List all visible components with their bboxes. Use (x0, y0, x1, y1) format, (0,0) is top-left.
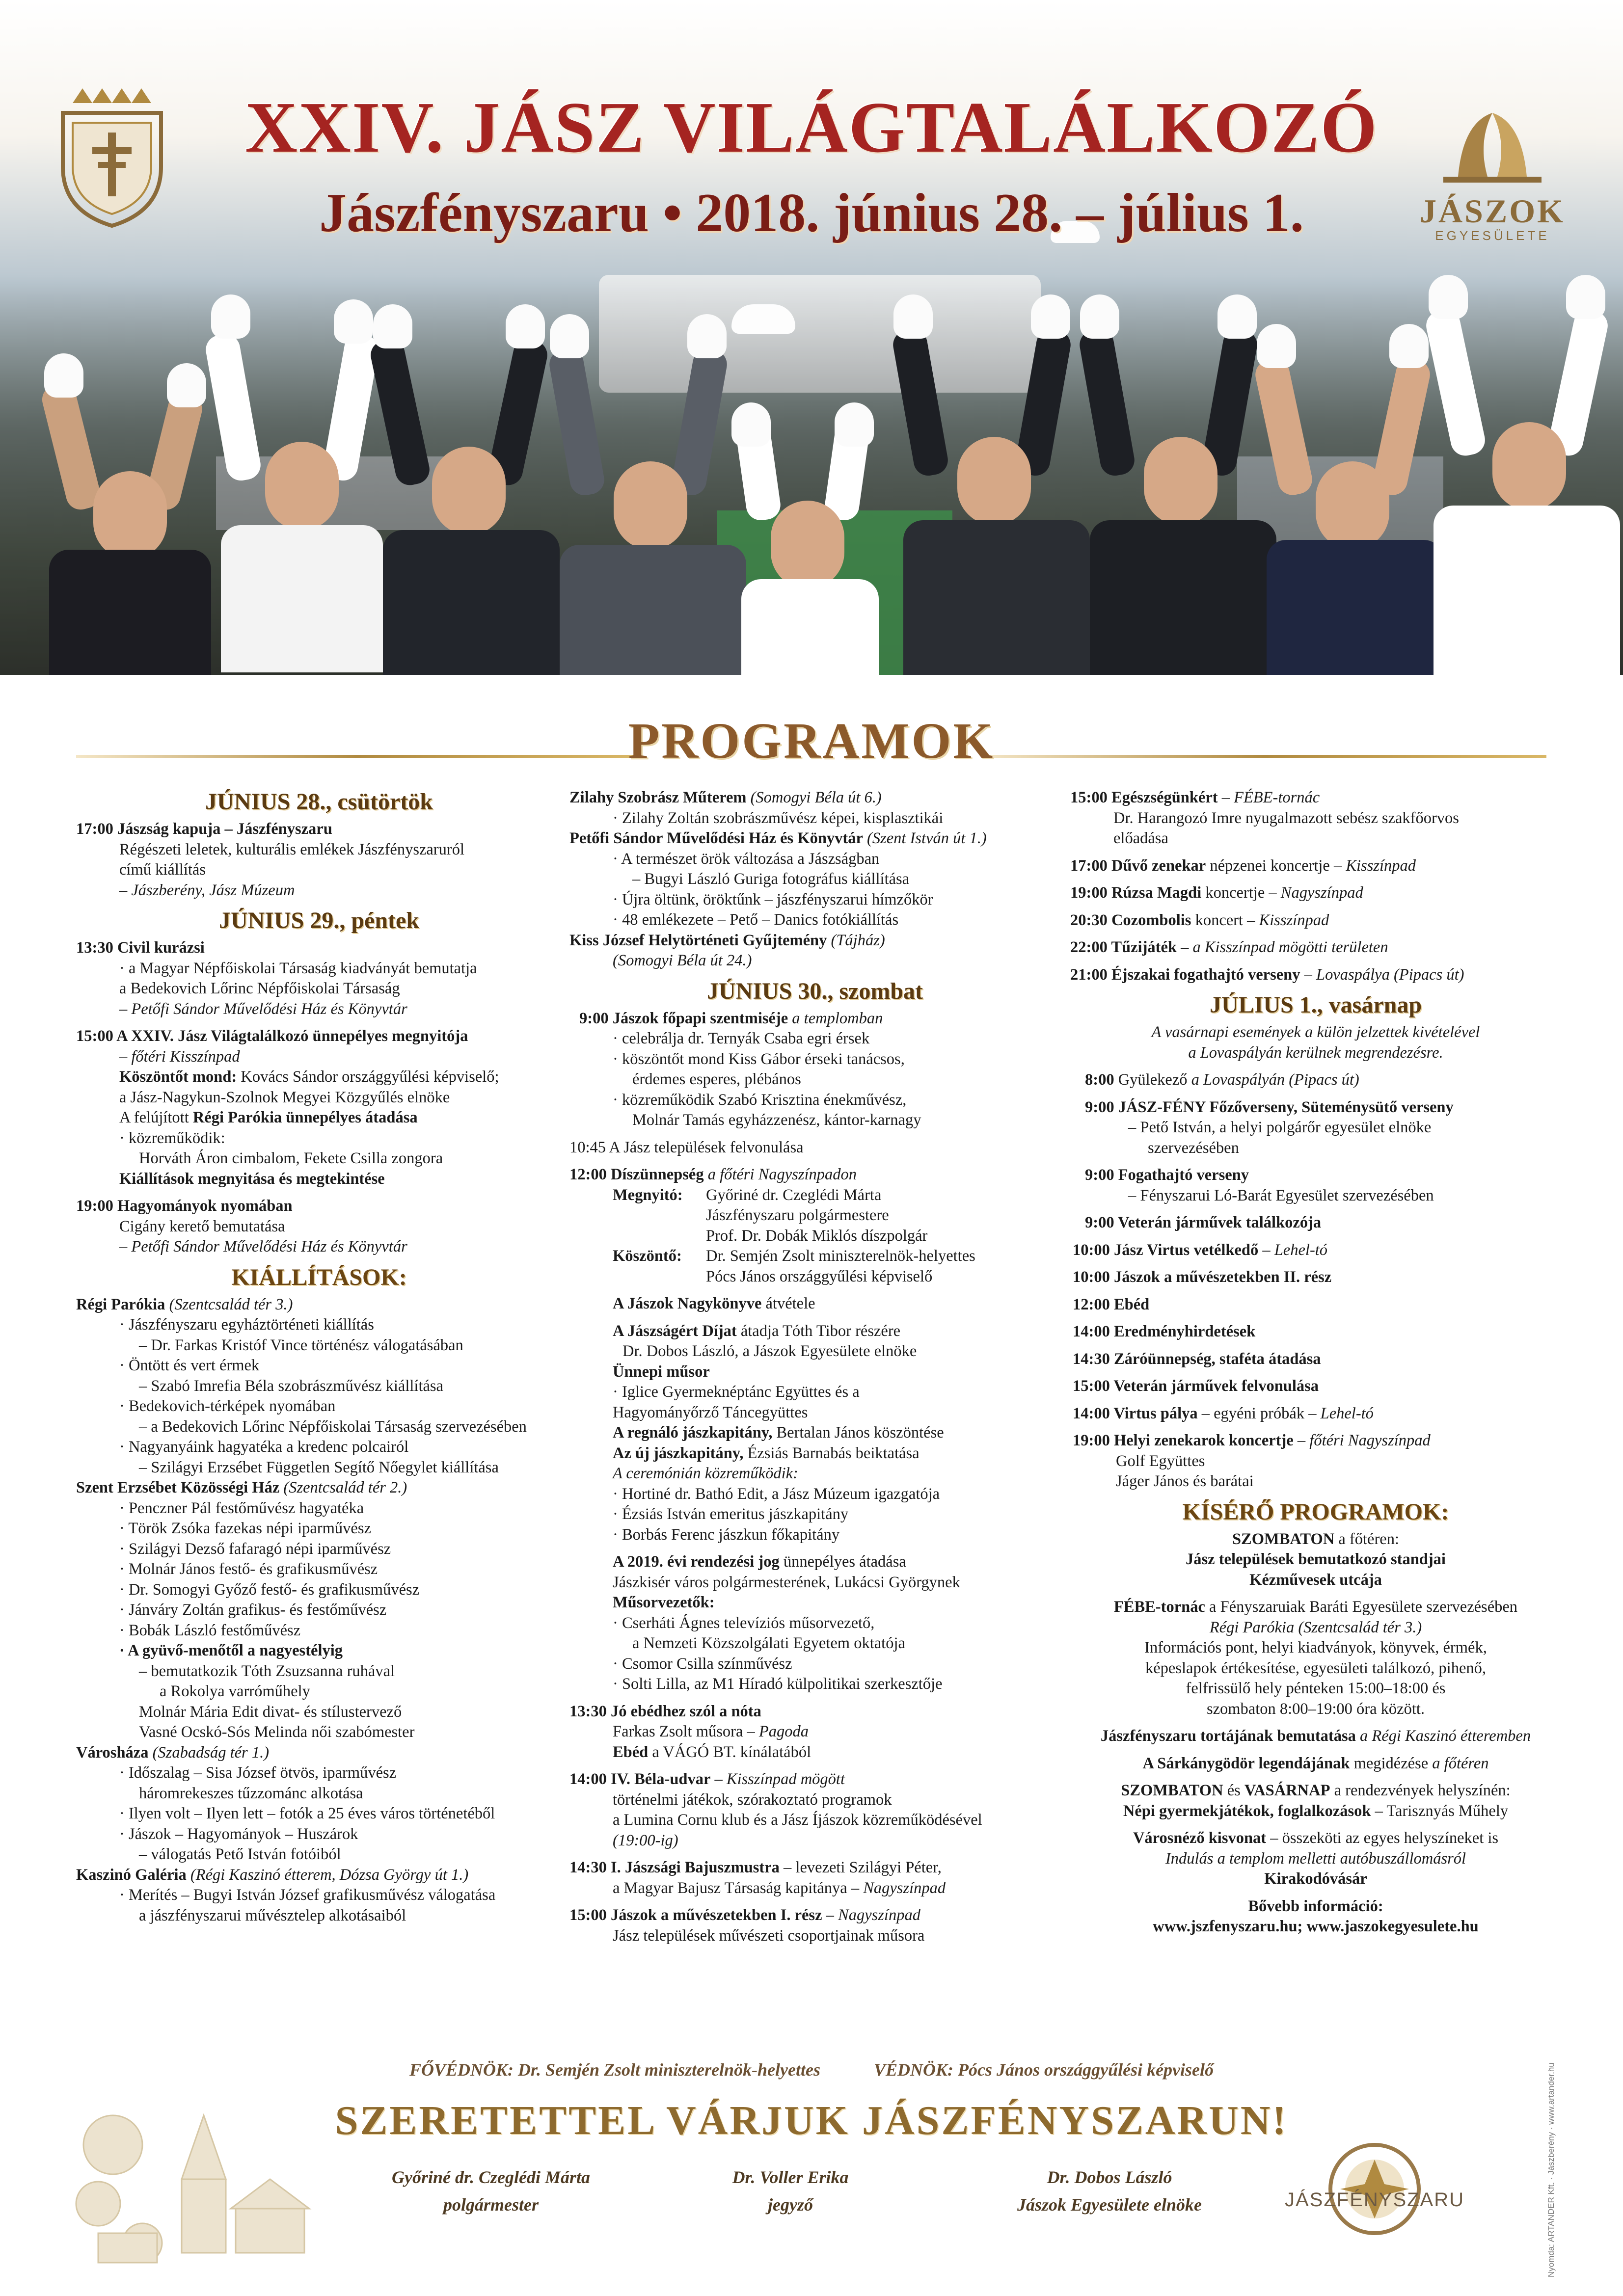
event-detail: történelmi játékok, szórakoztató programok (613, 1790, 892, 1809)
event-venue: – Nagyszínpad (822, 1906, 920, 1924)
exhibition-item: · A természet örök változása a Jászságban (613, 850, 880, 868)
event-detail: · közreműködik Szabó Krisztina énekművész, (613, 1091, 907, 1109)
welcome-message: SZERETETTEL VÁRJUK JÁSZFÉNYSZARUN! (335, 2098, 1288, 2143)
side-detail: a rendezvények helyszínén: (1330, 1782, 1511, 1799)
greeting-label: Köszöntő: (613, 1247, 682, 1265)
event-venue: Pagoda (758, 1723, 809, 1740)
venue-address: (Somogyi Béla út 24.) (613, 952, 752, 969)
program-column-3 (1070, 788, 1561, 1937)
venue-petofi (569, 828, 1060, 931)
event-highlight: Ebéd (613, 1743, 649, 1761)
event-venue: Lehel-tó (1320, 1404, 1374, 1422)
event-venue: a Lovaspályán (Pipacs út) (1191, 1071, 1359, 1089)
event-highlight: A 2019. évi rendezési jog (613, 1553, 780, 1571)
event-detail: Jász települések művészeti csoportjainak műsora (613, 1926, 925, 1945)
event-arts-1 (569, 1905, 1060, 1946)
signer-name: Dr. Dobos László (1047, 2167, 1172, 2187)
event-title: 13:30 Jó ebédhez szól a nóta (569, 1702, 761, 1720)
sunday-note: A vasárnapi események a külön jelzettek kivételével (1151, 1023, 1480, 1041)
event-venue: Nagyszínpad (1280, 884, 1363, 902)
greeting-speaker: Kovács Sándor országgyűlési képviselő; (237, 1068, 499, 1086)
event-detail: című kiállítás (119, 861, 206, 879)
signature-mayor (344, 2163, 638, 2218)
event-detail: érdemes esperes, plébános (632, 1070, 801, 1088)
event-venue: – főtéri Nagyszínpad (1293, 1432, 1431, 1449)
event-detail: – egyéni próbák – (1197, 1404, 1321, 1422)
event-venue: Nagyszínpad (863, 1879, 946, 1897)
signer-role: Jászok Egyesülete elnöke (1017, 2195, 1202, 2215)
event-detail: A felújított (119, 1109, 193, 1126)
exhibition-item: · Molnár János festő- és grafikusművész (119, 1560, 378, 1578)
exhibition-item: · Jánváry Zoltán grafikus- és festőművész (119, 1601, 387, 1619)
exhibition-item: · Nagyanyáink hagyatéka a kredenc polcairól (119, 1438, 409, 1456)
event-detail: A ceremónián közreműködik: (613, 1465, 798, 1482)
side-highlight: Kirakodóvásár (1264, 1870, 1367, 1888)
event-venue: a főtéri Nagyszínpadon (703, 1166, 857, 1183)
event-venue: – Lehel-tó (1258, 1241, 1328, 1259)
exhibition-item: · Penczner Pál festőművész hagyatéka (119, 1499, 364, 1517)
venue-address: (Somogyi Béla út 6.) (746, 789, 882, 806)
side-detail: felfrissülő hely pénteken 15:00–18:00 és (1186, 1680, 1446, 1697)
event-title: 9:00 JÁSZ-FÉNY Főzőverseny, Süteménysütő verseny (1085, 1098, 1454, 1116)
event-detail: Molnár Tamás egyházzenész, kántor-karnagy (632, 1111, 921, 1129)
town-logo-name: JÁSZFÉNYSZARU (1284, 2189, 1465, 2211)
exhibition-item: · Ilyen volt – Ilyen lett – fotók a 25 éves város történetéből (119, 1805, 495, 1822)
side-detail: képeslapok értékesítése, egyesületi találkozó, pihenő, (1145, 1659, 1486, 1677)
event-detail: – levezeti Szilágyi Péter, (779, 1859, 942, 1876)
program-column-2 (569, 788, 1060, 1946)
event-title: 15:00 Egészségünkért (1070, 789, 1218, 806)
event-detail: Gyülekező (1114, 1071, 1191, 1089)
event-title: 15:00 Veterán járművek felvonulása (1073, 1377, 1319, 1395)
side-detail: a főtéren: (1334, 1530, 1400, 1548)
side-highlight: VASÁRNAP (1244, 1782, 1330, 1799)
header-photo (0, 0, 1623, 675)
signer-role: jegyző (768, 2195, 813, 2215)
printer-credit (1546, 1963, 1566, 2277)
event-detail: Bertalan János köszöntése (772, 1424, 944, 1442)
event-detail: Golf Együttes (1116, 1452, 1205, 1470)
event-title: 10:00 Jászok a művészetekben II. rész (1073, 1268, 1332, 1286)
sunday-note: a Lovaspályán kerülnek megrendezésre. (1188, 1043, 1443, 1062)
side-detail: – Tarisznyás Műhely (1371, 1802, 1509, 1820)
event-highlight: A Jászok Nagykönyve (613, 1295, 762, 1312)
event-detail: ünnepélyes átadása (779, 1553, 906, 1571)
event-subtitle: Jászfényszaru • 2018. június 28. – július 1. (319, 183, 1304, 243)
side-highlight: Városnéző kisvonat (1133, 1829, 1267, 1847)
event-venue: – Petőfi Sándor Művelődési Ház és Könyvtár (119, 1238, 407, 1255)
event-detail: a Bedekovich Lőrinc Népfőiskolai Társaság (119, 980, 400, 997)
programs-title: PROGRAMOK (628, 713, 995, 769)
event-ceremony (569, 1165, 1060, 1695)
event-title: 15:00 A XXIV. Jász Világtalálkozó ünnepélyes megnyitója (76, 1027, 468, 1045)
exhibition-item: – Dr. Farkas Kristóf Vince történész válogatásában (139, 1336, 463, 1354)
event-detail: Farkas Zsolt műsora – (613, 1723, 759, 1740)
event-jaszsag-kapuja (76, 819, 562, 901)
programs-heading (0, 712, 1623, 771)
exhibition-item: – válogatás Pető István fotóiból (139, 1845, 341, 1863)
host-item: · Solti Lilla, az M1 Híradó külpolitikai szerkesztője (613, 1675, 943, 1693)
event-carriage-driving (1070, 1165, 1561, 1206)
event-highlight: Kiállítások megnyitása és megtekintése (119, 1170, 385, 1188)
greeting-label: Köszöntőt mond: (119, 1068, 237, 1086)
jaszok-egyesulete-logo (1414, 93, 1571, 243)
venue-name: Zilahy Szobrász Műterem (569, 789, 747, 806)
event-detail: Ézsiás Barnabás beiktatása (743, 1444, 920, 1462)
exhibition-item: Molnár Mária Edit divat- és stílustervező (139, 1703, 402, 1721)
event-title: 9:00 Fogathajtó verseny (1085, 1166, 1249, 1184)
event-title: 13:30 Civil kurázsi (76, 939, 205, 957)
greeting-speaker: Dr. Semjén Zsolt miniszterelnök-helyettes (706, 1247, 975, 1265)
signer-name: Győriné dr. Czeglédi Márta (391, 2167, 590, 2187)
event-hagyomanyok (76, 1196, 562, 1257)
event-detail: átadja Tóth Tibor részére (736, 1322, 901, 1340)
exhibition-item: · Bobák László festőművész (119, 1621, 301, 1639)
side-detail: a Régi Kaszinó étteremben (1355, 1727, 1531, 1745)
program-column-1 (76, 788, 562, 1926)
exhibition-item: · Öntött és vert érmek (119, 1357, 260, 1374)
exhibition-item: · 48 emlékezete – Pető – Danics fotókiállítás (613, 911, 899, 929)
event-detail: Jáger János és barátai (1116, 1472, 1254, 1490)
day-heading-june-30: JÚNIUS 30., szombat (706, 978, 923, 1004)
venue-name: Petőfi Sándor Művelődési Ház és Könyvtár (569, 829, 863, 847)
event-title: 9:00 Veterán járművek találkozója (1085, 1214, 1322, 1231)
event-venue: – Kisszínpad mögött (710, 1770, 845, 1788)
exhibition-item: · Török Zsóka fazekas népi iparművész (119, 1520, 371, 1537)
event-opening-ceremony (76, 1026, 562, 1189)
event-detail: koncert – (1191, 911, 1259, 929)
exhibition-item: · A gyüvő-menőtől a nagyestélyig (119, 1642, 343, 1659)
exhibition-item: a jászfényszarui művésztelep alkotásaiból (139, 1906, 406, 1924)
venue-name: Régi Parókia (76, 1295, 165, 1313)
side-highlight: Jászfényszaru tortájának bemutatása (1100, 1727, 1356, 1745)
signature-association-president (962, 2163, 1257, 2218)
event-detail: · Iglice Gyermeknéptánc Együttes és a (613, 1383, 860, 1401)
exhibition-item: – Bugyi László Guriga fotográfus kiállítása (632, 870, 910, 888)
event-title: 12:00 Díszünnepség (569, 1166, 704, 1183)
exhibition-item: · Merítés – Bugyi István József grafikusművész válogatása (119, 1886, 496, 1904)
venue-address: (Szentcsalád tér 3.) (165, 1295, 293, 1313)
venue-address: (Tájház) (827, 931, 885, 949)
hosts-label: Műsorvezetők: (613, 1594, 715, 1611)
event-detail: a Jász-Nagykun-Szolnok Megyei Közgyűlés elnöke (119, 1088, 450, 1106)
side-detail: Régi Parókia (Szentcsalád tér 3.) (1209, 1618, 1422, 1636)
patron: VÉDNÖK: Pócs János országgyűlési képviselő (874, 2060, 1214, 2080)
day-heading-june-28: JÚNIUS 28., csütörtök (205, 789, 433, 815)
event-title: 14:00 Virtus pálya (1073, 1404, 1198, 1422)
side-highlight: FÉBE-tornác (1113, 1598, 1205, 1616)
event-detail: Cigány kerető bemutatása (119, 1217, 285, 1235)
venue-regi-parokia (76, 1295, 562, 1478)
side-detail: megidézése (1350, 1754, 1433, 1772)
speaker-name: Prof. Dr. Dobák Miklós díszpolgár (706, 1227, 928, 1245)
event-venue: – Petőfi Sándor Művelődési Ház és Könyvtár (119, 1000, 407, 1018)
event-detail: szervezésében (1148, 1139, 1239, 1157)
side-detail: a Fényszaruiak Baráti Egyesülete szervezésében (1205, 1598, 1518, 1616)
event-detail: · a Magyar Népfőiskolai Társaság kiadványát bemutatja (119, 959, 477, 977)
event-title: 8:00 (1085, 1071, 1114, 1089)
patron-main: FŐVÉDNÖK: Dr. Semjén Zsolt miniszterelnök-helyettes (409, 2060, 821, 2080)
patrons-line (0, 2059, 1623, 2080)
side-detail: szombaton 8:00–19:00 óra között. (1206, 1700, 1425, 1718)
event-holy-mass (569, 1009, 1060, 1131)
event-title: 22:00 Tűzijáték (1070, 938, 1177, 956)
event-detail: a Lumina Cornu klub és a Jász Íjászok közreműködésével (613, 1811, 982, 1829)
event-detail: népzenei koncertje – (1206, 856, 1346, 875)
event-venue: – Jászberény, Jász Múzeum (119, 881, 295, 899)
exhibition-item: · Jászfényszaru egyháztörténeti kiállítás (119, 1316, 374, 1334)
event-title: 19:00 Rúzsa Magdi (1070, 884, 1202, 902)
side-detail: Indulás a templom melletti autóbuszállomásról (1165, 1849, 1466, 1868)
exhibition-item: · Időszalag – Sisa József ötvös, iparművész (119, 1764, 397, 1782)
side-highlight: A Sárkánygödör legendájának (1142, 1754, 1350, 1772)
venue-kiss-jozsef (569, 931, 1060, 971)
exhibition-item: a Rokolya varróműhely (160, 1682, 310, 1700)
event-venue: – a Kisszínpad mögötti területen (1176, 938, 1388, 956)
event-detail: átvétele (761, 1295, 815, 1312)
day-heading-june-29: JÚNIUS 29., péntek (218, 908, 420, 934)
event-highlight: Ünnepi műsor (613, 1362, 710, 1381)
event-title: 15:00 Jászok a művészetekben I. rész (569, 1906, 822, 1924)
event-detail: koncertje – (1201, 884, 1281, 902)
event-detail: Hagyományőrző Táncegyüttes (613, 1403, 808, 1421)
event-title: 17:00 Jászság kapuja – Jászfényszaru (76, 820, 332, 838)
venue-zilahy (569, 788, 1060, 828)
event-highlight: Régi Parókia ünnepélyes átadása (192, 1109, 418, 1126)
side-highlight: Kézművesek utcája (1249, 1571, 1382, 1589)
side-detail: – összeköti az egyes helyszíneket is (1266, 1829, 1499, 1847)
event-detail: – Pető István, a helyi polgárőr egyesület elnöke (1128, 1119, 1432, 1136)
event-bajuszmustra (569, 1858, 1060, 1898)
exhibition-item: · Dr. Somogyi Győző festő- és grafikusművész (119, 1580, 420, 1599)
exhibition-item: Vasné Ocskó-Sós Melinda női szabómester (139, 1723, 415, 1741)
event-detail: Régészeti leletek, kulturális emlékek Jászfényszaruról (119, 840, 464, 858)
event-cooking-contest (1070, 1097, 1561, 1159)
speaker-role: Jászfényszaru polgármestere (706, 1206, 889, 1224)
side-highlight: SZOMBATON (1121, 1782, 1223, 1799)
event-detail: · közreműködik: (119, 1129, 225, 1147)
side-highlight: SZOMBATON (1232, 1530, 1335, 1548)
exhibition-item: · Bedekovich-térképek nyomában (119, 1397, 336, 1415)
venue-address: (Szentcsalád tér 2.) (279, 1479, 407, 1496)
event-venue: – FÉBE-tornác (1217, 789, 1320, 806)
exhibition-item: – bemutatkozik Tóth Zsuzsanna ruhával (139, 1662, 395, 1680)
twin-birds-icon (1414, 93, 1571, 191)
event-title: 14:00 IV. Béla-udvar (569, 1770, 711, 1788)
event-detail: előadása (1113, 829, 1168, 847)
event-health (1070, 788, 1561, 849)
signature-notary (643, 2163, 938, 2218)
exhibition-item: · Újra öltünk, öröktűnk – jászfényszarui hímzőkör (613, 890, 933, 908)
event-bela-udvar (569, 1769, 1060, 1851)
exhibition-item: · Jászok – Hagyományok – Huszárok (119, 1825, 358, 1843)
event-title: 14:30 I. Jászsági Bajuszmustra (569, 1859, 780, 1876)
event-highlight: A regnáló jászkapitány, (613, 1424, 773, 1442)
event-title: 20:30 Cozombolis (1070, 911, 1191, 929)
jaszok-logo-sub: EGYESÜLETE (1435, 228, 1550, 243)
venue-name: Kiss József Helytörténeti Gyűjtemény (569, 931, 827, 949)
event-detail: a Magyar Bajusz Társaság kapitánya – (613, 1879, 864, 1897)
host-item: · Cserháti Ágnes televíziós műsorvezető, (613, 1614, 875, 1632)
exhibition-item: – Szabó Imrefia Béla szobrászművész kiállítása (139, 1377, 443, 1395)
event-detail: · celebrálja dr. Ternyák Csaba egri érsek (613, 1030, 870, 1047)
event-title: 14:30 Záróünnepség, staféta átadása (1073, 1350, 1321, 1368)
side-detail: Információs pont, helyi kiadványok, könyvek, érmék, (1144, 1639, 1487, 1656)
day-heading-july-1: JÚLIUS 1., vasárnap (1209, 992, 1422, 1018)
jaszok-logo-name: JÁSZOK (1419, 192, 1566, 230)
event-parade: 10:45 A Jász települések felvonulása (569, 1138, 804, 1156)
event-detail: · Ézsiás István emeritus jászkapitány (613, 1505, 849, 1523)
event-title: 14:00 Eredményhirdetések (1073, 1323, 1256, 1340)
event-detail: · Borbás Ferenc jászkun főkapitány (613, 1525, 840, 1544)
event-detail: – Fényszarui Ló-Barát Egyesület szervezésében (1128, 1186, 1434, 1204)
side-detail: és (1223, 1782, 1244, 1799)
dove-1 (731, 304, 795, 334)
event-civil-kurazsi (76, 938, 562, 1019)
event-detail: Horváth Áron cimbalom, Fekete Csilla zongora (139, 1149, 443, 1167)
event-local-bands (1070, 1431, 1561, 1492)
venue-kaszino-galeria (76, 1865, 562, 1926)
exhibition-item: – a Bedekovich Lőrinc Népfőiskolai Társaság szervezésében (139, 1417, 527, 1436)
section-heading-side-programs: KÍSÉRŐ PROGRAMOK: (1182, 1498, 1449, 1525)
venue-address: (Szent István út 1.) (863, 829, 987, 847)
speaker-name: Pócs János országgyűlési képviselő (706, 1267, 933, 1285)
venue-name: Kaszinó Galéria (76, 1866, 187, 1884)
opening-speaker: Győriné dr. Czeglédi Márta (706, 1186, 882, 1204)
host-item: a Nemzeti Közszolgálati Egyetem oktatója (632, 1634, 905, 1652)
exhibition-item: · Zilahy Zoltán szobrászművész képei, kisplasztikái (613, 809, 944, 827)
opening-label: Megnyitó: (613, 1186, 683, 1204)
event-title: XXIV. JÁSZ VILÁGTALÁLKOZÓ (245, 87, 1378, 168)
venue-address: (Régi Kaszinó étterem, Dózsa György út 1.) (186, 1866, 469, 1884)
event-detail: Dr. Dobos László, a Jászok Egyesülete elnöke (622, 1342, 917, 1360)
signer-name: Dr. Voller Erika (732, 2167, 849, 2187)
event-venue: Kisszínpad (1346, 856, 1416, 875)
exhibition-item: · Szilágyi Dezső fafaragó népi iparművész (119, 1540, 391, 1558)
exhibition-item: háromrekeszes tűzzománc alkotása (139, 1784, 363, 1802)
event-title: 19:00 Helyi zenekarok koncertje (1073, 1432, 1294, 1449)
event-venue: a templomban (788, 1009, 883, 1027)
printer-credit-text: Nyomda: ARTANDER Kft. · Jászberény · www.artander.hu (1546, 2062, 1556, 2277)
side-detail: a főtéren (1432, 1754, 1489, 1772)
event-detail: Dr. Harangozó Imre nyugalmazott sebész szakfőorvos (1113, 809, 1459, 827)
event-title: 9:00 Jászok főpapi szentmiséje (579, 1009, 788, 1027)
event-title: 10:00 Jász Virtus vetélkedő (1073, 1241, 1259, 1259)
host-item: · Csomor Csilla színművész (613, 1655, 792, 1673)
event-detail: Jászkisér város polgármesterének, Lukácsi Györgynek (613, 1573, 960, 1591)
side-highlight: Jász települések bemutatkozó standjai (1186, 1550, 1446, 1568)
event-venue: – Lovaspálya (Pipacs út) (1300, 965, 1464, 984)
venue-address: (Szabadság tér 1.) (148, 1743, 270, 1762)
venue-szent-erzsebet (76, 1478, 562, 1743)
event-title: 21:00 Éjszakai fogathajtó verseny (1070, 965, 1300, 984)
section-heading-exhibitions: KIÁLLÍTÁSOK: (231, 1264, 407, 1290)
event-title: 17:00 Dűvő zenekar (1070, 856, 1206, 875)
event-venue: – főtéri Kisszínpad (119, 1047, 240, 1066)
event-detail: a VÁGÓ BT. kínálatából (648, 1743, 812, 1761)
event-highlight: Az új jászkapitány, (613, 1444, 744, 1462)
event-lunch-music (569, 1702, 1060, 1763)
info-label: Bővebb információ: (1248, 1897, 1383, 1915)
event-detail: (19:00-ig) (613, 1831, 678, 1849)
event-title: 12:00 Ebéd (1073, 1295, 1150, 1313)
info-websites: www.jszfenyszaru.hu; www.jaszokegyesulete.hu (1153, 1918, 1479, 1935)
event-detail: · köszöntőt mond Kiss Gábor érseki tanácsos, (613, 1050, 905, 1068)
event-venue: Kisszínpad (1259, 911, 1329, 929)
event-detail: · Hortiné dr. Bathó Edit, a Jász Múzeum igazgatója (613, 1485, 940, 1503)
venue-name: Szent Erzsébet Közösségi Ház (76, 1479, 280, 1496)
signer-role: polgármester (443, 2195, 539, 2215)
venue-name: Városháza (76, 1743, 149, 1762)
venue-varoshaza (76, 1743, 562, 1865)
exhibition-item: – Szilágyi Erzsébet Független Segítő Nőegylet kiállítása (139, 1458, 499, 1476)
event-title: 19:00 Hagyományok nyomában (76, 1197, 293, 1215)
event-highlight: A Jászságért Díjat (613, 1322, 737, 1340)
side-highlight: Népi gyermekjátékok, foglalkozások (1123, 1802, 1371, 1820)
